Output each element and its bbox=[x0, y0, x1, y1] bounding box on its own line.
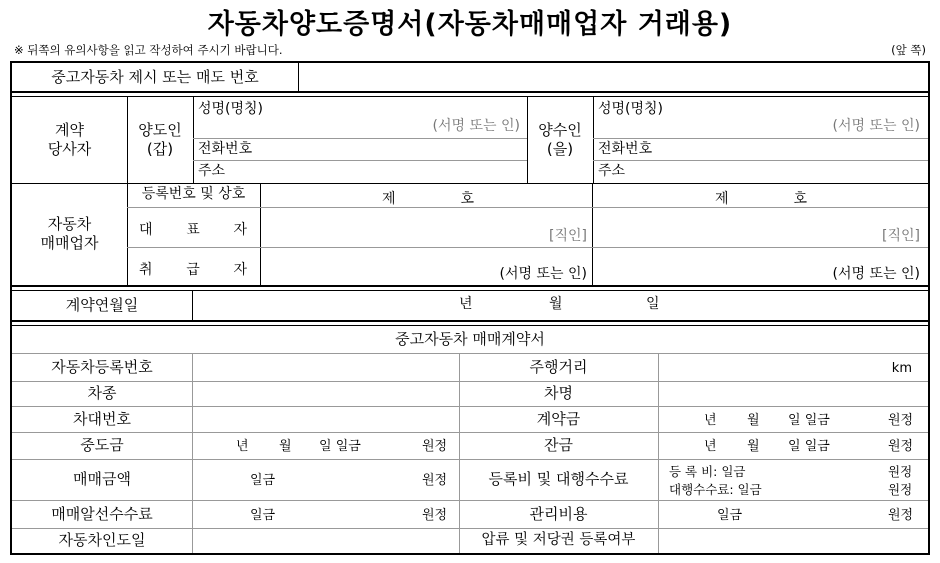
buyer-name-label: 성명(명칭) bbox=[598, 101, 664, 117]
mgmt-label: 관리비용 bbox=[529, 504, 588, 523]
vehicle-type-label: 차종 bbox=[87, 384, 117, 403]
mgmt-won: 원정 bbox=[888, 508, 914, 523]
seller-label: 양도인 (갑) bbox=[138, 120, 182, 158]
interim-year: 년 bbox=[236, 439, 249, 454]
deposit-day-amount: 일 일금 bbox=[788, 413, 830, 428]
mgmt-ilgeum: 일금 bbox=[717, 508, 743, 523]
deposit-label: 계약금 bbox=[536, 409, 581, 428]
reg-fee-line-1: 등 록 비: 일금 bbox=[669, 464, 746, 479]
interim-month: 월 bbox=[279, 439, 292, 454]
brokerage-won: 원정 bbox=[422, 508, 448, 523]
contract-date-day: 일 bbox=[646, 296, 660, 312]
contract-date-year: 년 bbox=[459, 296, 473, 312]
deposit-won: 원정 bbox=[888, 413, 914, 428]
contract-date-month: 월 bbox=[549, 296, 563, 312]
reg-fee-label: 등록비 및 대행수수료 bbox=[488, 470, 629, 489]
dealer-right-seal: [직인] bbox=[882, 228, 920, 244]
seller-phone-label: 전화번호 bbox=[198, 141, 253, 157]
vin-label: 차대번호 bbox=[73, 409, 131, 428]
interim-won: 원정 bbox=[422, 439, 448, 454]
delivery-date-label: 자동차인도일 bbox=[58, 531, 146, 550]
deposit-year: 년 bbox=[704, 413, 717, 428]
interim-label: 중도금 bbox=[80, 436, 124, 455]
reg-fee-line-2: 대행수수료: 일금 bbox=[669, 482, 762, 497]
instruction-note: ※ 뒤쪽의 유의사항을 읽고 작성하여 주시기 바랍니다. bbox=[14, 43, 283, 57]
dealer-right-reg-number: 제 호 bbox=[715, 191, 807, 207]
mileage-label: 주행거리 bbox=[529, 357, 588, 376]
seller-address-label: 주소 bbox=[198, 163, 226, 179]
brokerage-ilgeum: 일금 bbox=[250, 508, 276, 523]
page-side-label: (앞 쪽) bbox=[891, 43, 926, 57]
interim-day-amount: 일 일금 bbox=[319, 439, 361, 454]
price-won: 원정 bbox=[422, 473, 448, 488]
balance-year: 년 bbox=[704, 439, 717, 454]
balance-won: 원정 bbox=[888, 439, 914, 454]
dealer-reg-label: 등록번호 및 상호 bbox=[141, 186, 246, 203]
deposit-month: 월 bbox=[747, 413, 760, 428]
vehicle-model-label: 차명 bbox=[544, 384, 573, 403]
contract-heading: 중고자동차 매매계약서 bbox=[395, 330, 545, 349]
buyer-phone-label: 전화번호 bbox=[598, 141, 653, 157]
dealer-left-reg-number: 제 호 bbox=[382, 191, 474, 207]
buyer-address-label: 주소 bbox=[598, 163, 626, 179]
price-label: 매매금액 bbox=[73, 470, 131, 489]
contract-date-label: 계약연월일 bbox=[65, 295, 139, 314]
lien-label: 압류 및 저당권 등록여부 bbox=[481, 532, 636, 549]
dealer-handler-label: 취 급 자 bbox=[139, 262, 247, 278]
dealer-representative-label: 대 표 자 bbox=[139, 222, 247, 238]
reg-fee-won-1: 원정 bbox=[888, 464, 913, 479]
balance-day-amount: 일 일금 bbox=[788, 439, 830, 454]
price-ilgeum: 일금 bbox=[250, 473, 276, 488]
buyer-label: 양수인 (을) bbox=[538, 120, 582, 158]
seller-name-label: 성명(명칭) bbox=[198, 101, 264, 117]
vehicle-number-label: 중고자동차 제시 또는 매도 번호 bbox=[51, 67, 259, 86]
document-title: 자동차양도증명서(자동차매매업자 거래용) bbox=[207, 9, 733, 40]
mileage-unit: km bbox=[891, 361, 912, 376]
dealer-left-sign: (서명 또는 인) bbox=[499, 266, 587, 282]
parties-label: 계약 당사자 bbox=[47, 120, 92, 158]
dealer-right-sign: (서명 또는 인) bbox=[832, 266, 920, 282]
reg-number-label: 자동차등록번호 bbox=[51, 357, 153, 376]
dealer-label: 자동차 매매업자 bbox=[40, 215, 99, 252]
brokerage-label: 매매알선수수료 bbox=[51, 504, 153, 523]
buyer-sign: (서명 또는 인) bbox=[832, 118, 920, 134]
form-frame bbox=[10, 61, 930, 555]
balance-label: 잔금 bbox=[544, 436, 573, 455]
balance-month: 월 bbox=[747, 439, 760, 454]
seller-sign: (서명 또는 인) bbox=[432, 118, 520, 134]
reg-fee-won-2: 원정 bbox=[888, 482, 913, 497]
dealer-left-seal: [직인] bbox=[549, 228, 587, 244]
